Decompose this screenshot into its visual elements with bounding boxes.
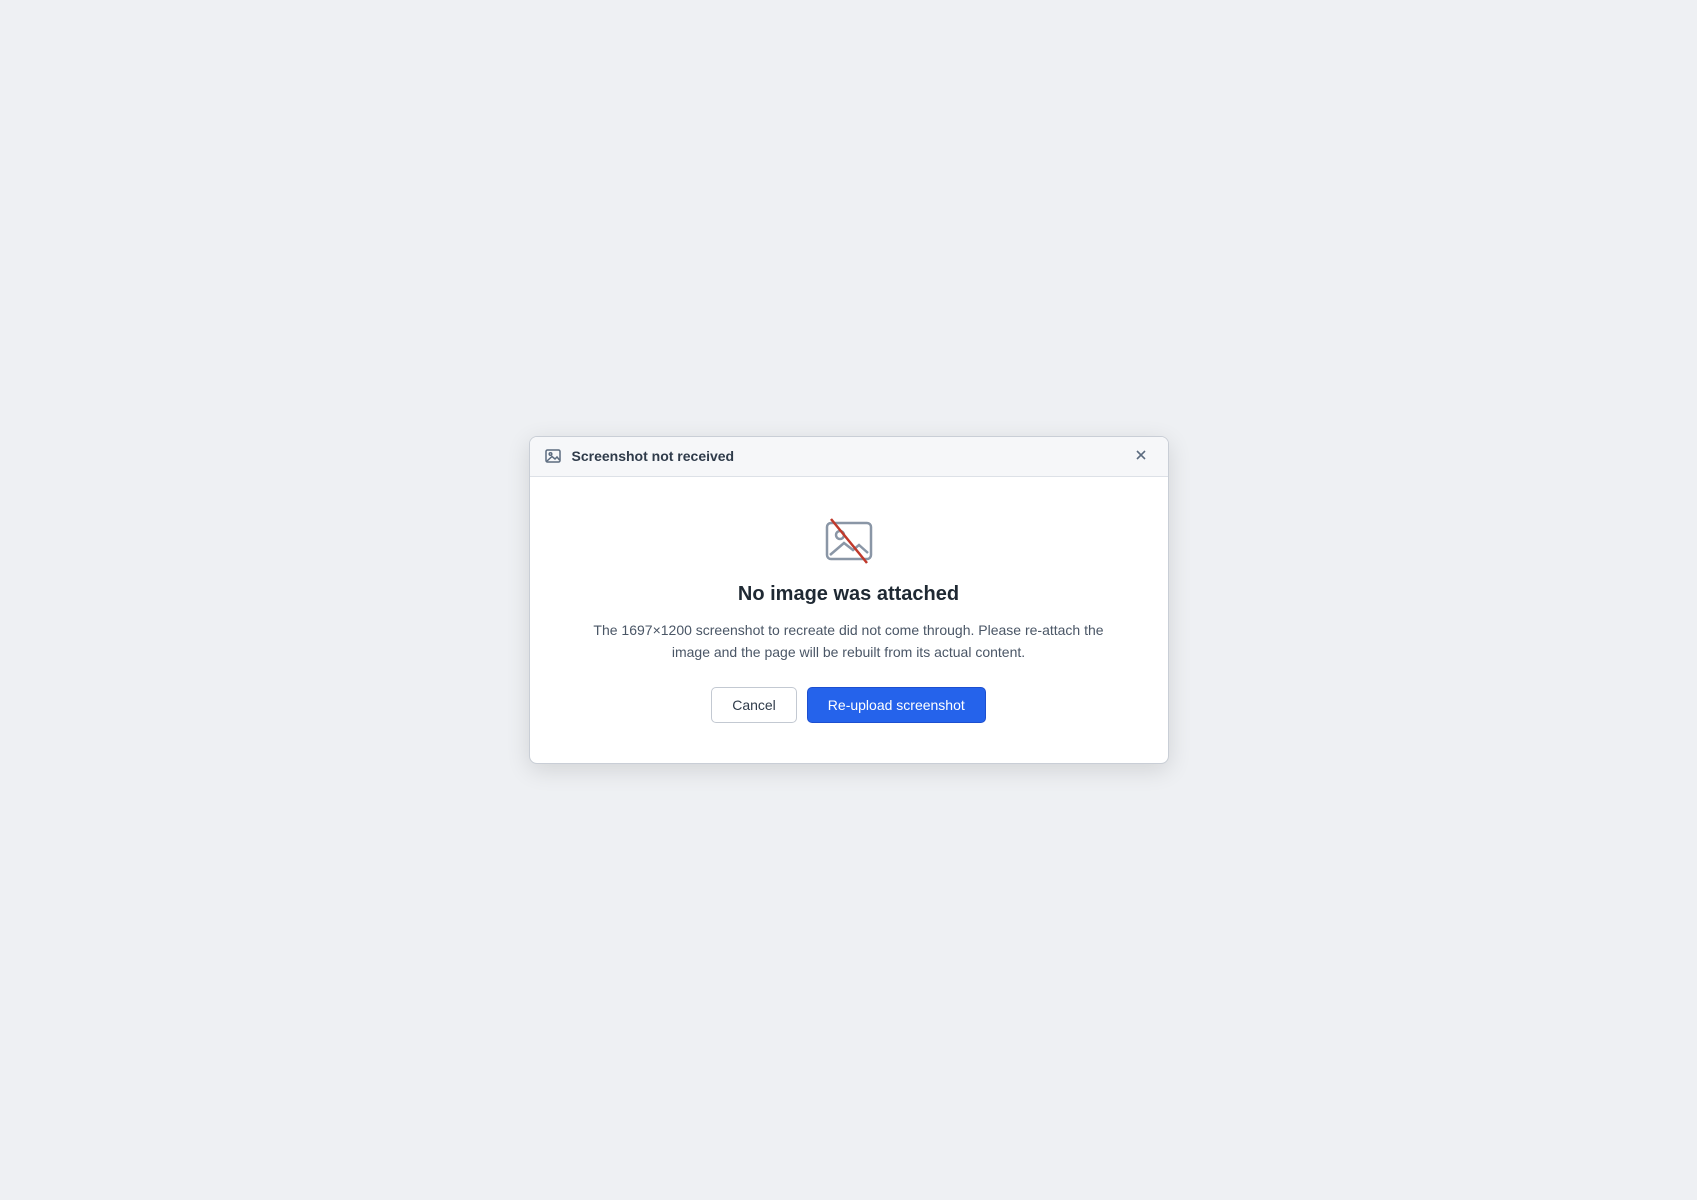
title-bar <box>530 437 1168 477</box>
notice-body <box>530 477 1168 763</box>
close-button[interactable] <box>1128 443 1154 469</box>
window-title: Screenshot not received <box>571 448 735 465</box>
missing-image-icon <box>821 513 877 569</box>
notice-window <box>529 436 1169 764</box>
cancel-button[interactable]: Cancel <box>711 687 797 723</box>
action-bar <box>711 687 986 723</box>
image-icon <box>544 447 562 465</box>
notice-heading: No image was attached <box>737 582 960 605</box>
notice-message: The 1697×1200 screenshot to recreate did not come through. Please re-attach the image and the page will be rebuilt from its actual content. <box>593 621 1104 660</box>
reupload-button[interactable]: Re-upload screenshot <box>807 687 986 723</box>
close-icon <box>1135 449 1147 464</box>
